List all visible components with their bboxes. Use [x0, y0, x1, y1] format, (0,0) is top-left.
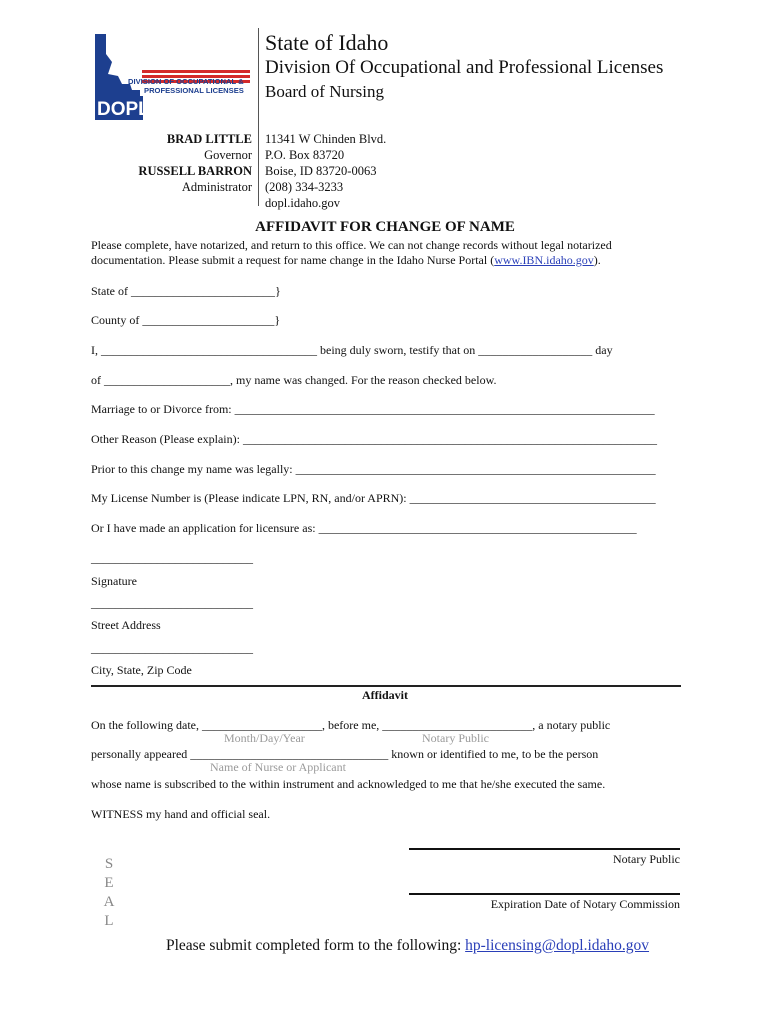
- witness-text: WITNESS my hand and official seal.: [91, 807, 271, 821]
- officials-block: [138, 131, 252, 195]
- board-title: Board of Nursing: [265, 82, 384, 101]
- footer-note: [0, 937, 770, 955]
- seal-area: [103, 855, 115, 931]
- intro-text: Please complete, have notarized, and return to this office. We can not change records without legal notarized documentation. Please submit a request for name change in the Idaho Nurse Portal (: [91, 238, 612, 267]
- footer-text: Please submit completed form to the following:: [165, 937, 466, 954]
- appeared-field[interactable]: personally appeared _________________________________ known or identified to me, to be the person: [91, 747, 599, 761]
- contact-phone: (208) 334-3233: [265, 180, 344, 194]
- admin-name: RUSSELL BARRON: [138, 164, 252, 178]
- marriage-field[interactable]: Marriage to or Divorce from: ______________________________________________________________________: [91, 402, 655, 416]
- header-divider: [258, 28, 259, 206]
- notary-hint: Notary Public: [422, 731, 489, 745]
- application-field[interactable]: Or I have made an application for licensure as: _____________________________________________________: [91, 521, 637, 535]
- affidavit-heading: Affidavit: [362, 688, 408, 702]
- footer-email-link[interactable]: hp-licensing@dopl.idaho.gov: [465, 937, 650, 954]
- contact-web: dopl.idaho.gov: [265, 196, 340, 210]
- admin-title: Administrator: [181, 180, 252, 194]
- expiration-line[interactable]: [409, 893, 680, 895]
- contact-po-box: P.O. Box 83720: [265, 148, 345, 162]
- dopl-logo: [92, 32, 256, 122]
- signature-label: Signature: [91, 574, 137, 588]
- name-hint: Name of Nurse or Applicant: [210, 760, 346, 774]
- notary-signature-line[interactable]: [409, 848, 680, 850]
- logo-abbrev: DOPL: [97, 99, 150, 120]
- intro-end: ).: [593, 253, 601, 267]
- governor-title: Governor: [204, 148, 252, 162]
- change-date-field[interactable]: of _____________________, my name was changed. For the reason checked below.: [91, 373, 497, 387]
- sworn-field[interactable]: I, ____________________________________ being duly sworn, testify that on ___________________ day: [91, 343, 613, 357]
- street-label: Street Address: [91, 618, 161, 632]
- contact-city: Boise, ID 83720-0063: [265, 164, 377, 178]
- city-blank[interactable]: ___________________________: [91, 641, 253, 655]
- state-title: State of Idaho: [265, 30, 389, 55]
- notary-date-field[interactable]: On the following date, ____________________, before me, _________________________, a notary public: [91, 718, 611, 732]
- seal-letter: E: [104, 875, 114, 891]
- subscribed-text: whose name is subscribed to the within instrument and acknowledged to me that he/she executed the same.: [91, 777, 606, 791]
- governor-name: BRAD LITTLE: [166, 132, 252, 146]
- prior-name-field[interactable]: Prior to this change my name was legally: ____________________________________________________________: [91, 462, 656, 476]
- logo-text-2: PROFESSIONAL LICENSES: [144, 86, 244, 95]
- affidavit-divider: [91, 685, 681, 687]
- seal-letter: L: [104, 913, 114, 929]
- division-title: Division Of Occupational and Professional Licenses: [265, 57, 664, 78]
- portal-link[interactable]: www.IBN.idaho.gov: [494, 253, 594, 267]
- license-number-field[interactable]: My License Number is (Please indicate LPN, RN, and/or APRN): _________________________________________: [91, 491, 656, 505]
- contact-street: 11341 W Chinden Blvd.: [265, 132, 387, 146]
- form-title: AFFIDAVIT FOR CHANGE OF NAME: [255, 219, 515, 235]
- notary-public-label: Notary Public: [613, 852, 680, 866]
- other-reason-field[interactable]: Other Reason (Please explain): _____________________________________________________________________: [91, 432, 657, 446]
- expiration-label: Expiration Date of Notary Commission: [490, 897, 680, 911]
- signature-blank[interactable]: ___________________________: [91, 551, 253, 565]
- intro-paragraph: [91, 238, 681, 268]
- seal-letter: A: [103, 894, 115, 910]
- seal-letter: S: [104, 856, 114, 872]
- street-blank[interactable]: ___________________________: [91, 596, 253, 610]
- logo-text-1: DIVISION OF OCCUPATIONAL &: [128, 77, 244, 86]
- state-field[interactable]: State of ________________________}: [91, 284, 281, 298]
- contact-block: [265, 131, 386, 211]
- date-hint: Month/Day/Year: [224, 731, 305, 745]
- city-label: City, State, Zip Code: [91, 663, 192, 677]
- county-field[interactable]: County of ______________________}: [91, 313, 281, 327]
